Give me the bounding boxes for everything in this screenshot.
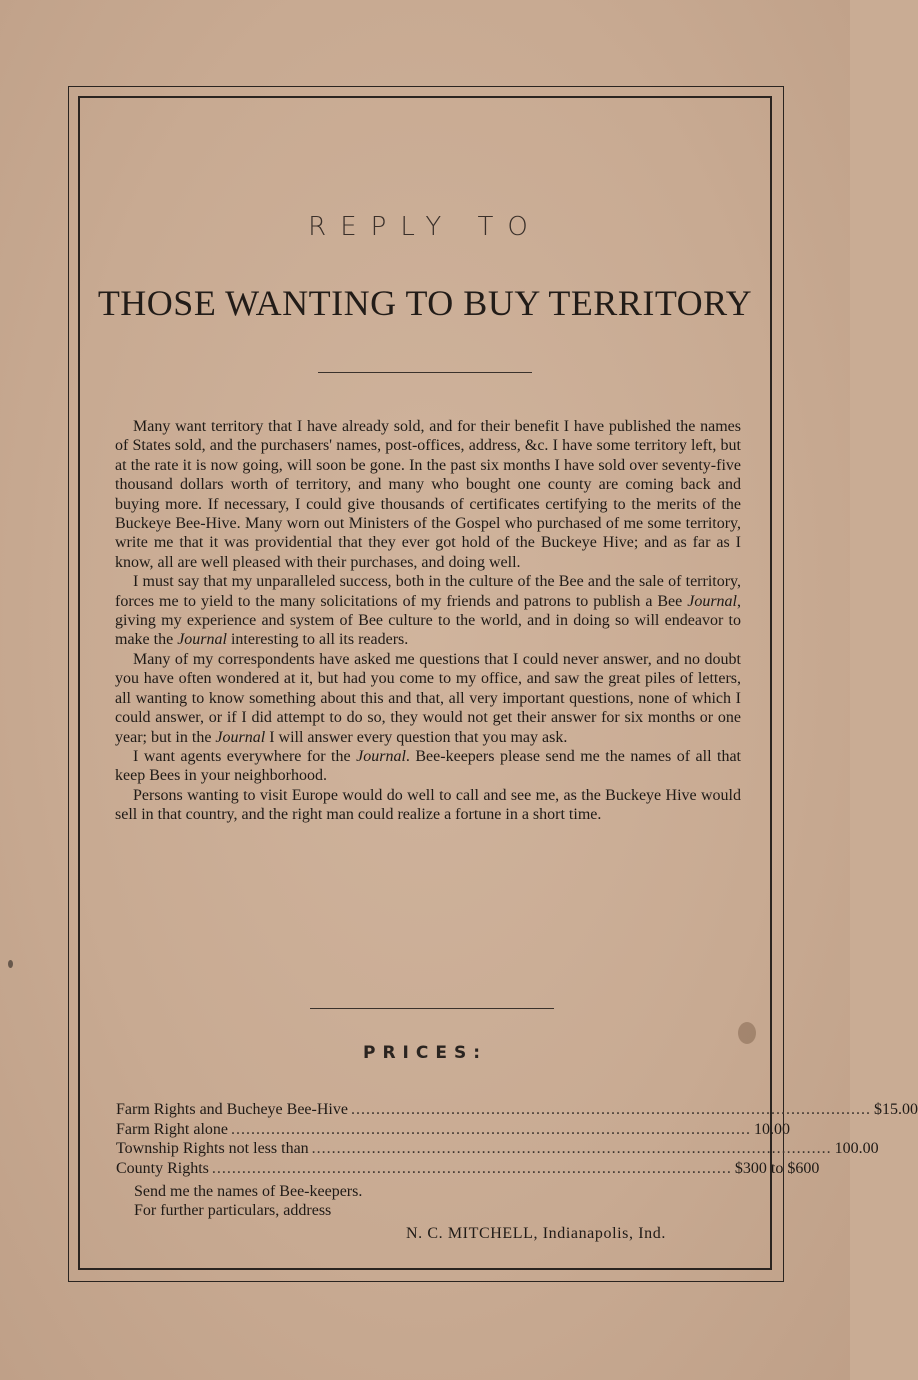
price-label: Township Rights not less than [116,1140,309,1157]
price-label: Farm Right alone [116,1120,228,1138]
journal-italic: Journal [177,631,227,649]
journal-italic: Journal [687,592,737,610]
divider-bottom [310,1008,554,1009]
price-row [116,1120,790,1141]
price-label: County Rights [116,1159,209,1177]
signature-line: N. C. MITCHELL, Indianapolis, Ind. [406,1225,666,1242]
prices-heading: PRICES: [362,1043,487,1063]
paragraph-4: I want agents everywhere for the Journal. Bee-keepers please send me the names of all that keep Bees in your neighborhood. [115,747,742,785]
footer-request: Send me the names of Bee-keepers. [134,1183,363,1200]
leader-dots: ........................................................................................................ [350,1101,871,1118]
stain-mark [738,1022,756,1044]
paragraph-5: Persons wanting to visit Europe would do well to call and see me, as the Buckeye Hive would sell in that country, and the right man could realize a fortune in a short time. [115,786,741,824]
leader-dots: ........................................................................................................ [230,1120,751,1138]
paragraph-2: I must say that my unparalleled success, both in the culture of the Bee and the sale of territory, forces me to yield to the many solicitations of my friends and patrons to publish a Bee Journal, giving my experience and system of Bee culture to the world, and in doing so will endeavor to make the Journal interesting to all its readers. [115,573,741,649]
body-text [115,417,741,825]
footer-address-intro: For further particulars, address [134,1202,332,1219]
journal-italic: Journal [215,728,266,746]
price-value: 10.00 [753,1120,790,1138]
leader-dots: ........................................................................................................ [211,1159,732,1177]
reply-heading: REPLY TO [308,212,542,242]
price-value: $15.00 [873,1101,918,1118]
stain-mark [8,960,13,968]
paragraph-1: Many want territory that I have already sold, and for their benefit I have published the names of States sold, and the purchasers' names, post-offices, address, &c. I have some territory left, but at the rate it is now going, will soon be gone. In the past six months I have sold over seventy-five thousand dollars worth of territory, and many who bought one county are coming back and buying more. If necessary, I could give thousands of certificates certifying to the merits of the Buckeye Bee-Hive. Many worn out Ministers of the Gospel who purchased of me some territory, write me that it was providential that they ever got hold of the Buckeye Hive; and as far as I know, all are well pleased with their purchases, and doing well. [115,418,741,571]
journal-italic: Journal [356,747,406,765]
price-row [116,1159,820,1180]
leader-dots: ........................................................................................................ [311,1140,832,1157]
price-label: Farm Rights and Bucheye Bee-Hive [116,1101,348,1118]
price-row [116,1101,918,1121]
price-value: $300 to $600 [734,1159,820,1177]
price-row [116,1140,879,1160]
divider-top [318,372,532,373]
price-value: 100.00 [834,1140,879,1157]
price-list [116,1101,918,1179]
page-title: THOSE WANTING TO BUY TERRITORY [97,283,753,323]
paragraph-3: Many of my correspondents have asked me questions that I could never answer, and no doubt you have often wondered at it, but had you come to my office, and saw the great piles of letters, all wanting to know something about this and that, all very important questions, none of which I could answer, or if I did attempt to do so, they would not get their answer for six months or one year; but in the Journal I will answer every question that you may ask. [115,650,741,746]
